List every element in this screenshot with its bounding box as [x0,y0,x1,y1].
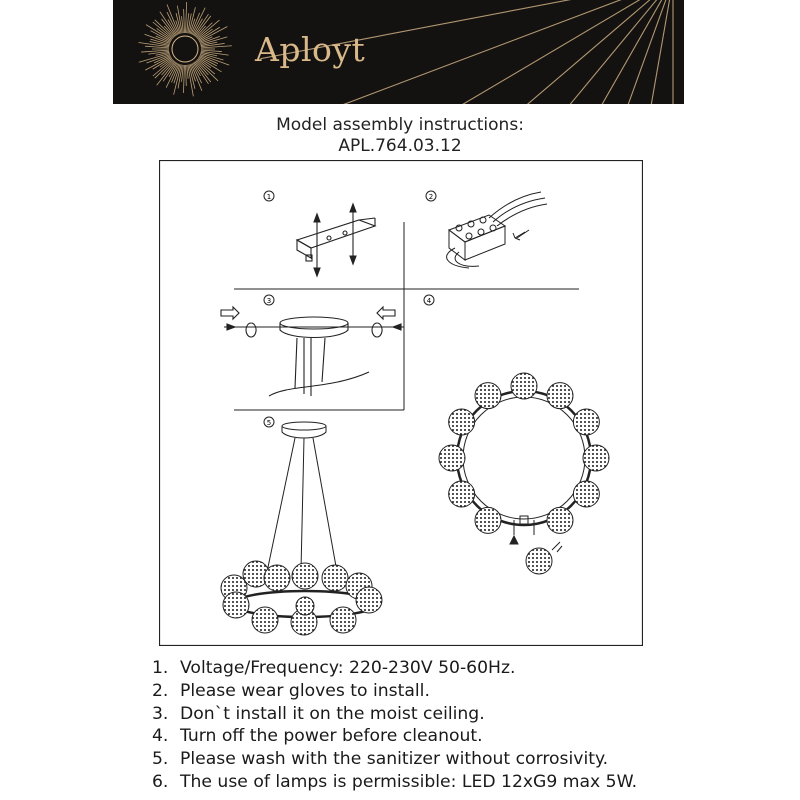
svg-text:5: 5 [266,419,272,427]
globe-lamp [583,445,609,471]
svg-text:2: 2 [428,193,434,201]
globe-lamp [573,409,599,435]
note-item: 3. Don`t install it on the moist ceiling. [152,703,485,724]
model-number: APL.764.03.12 [338,136,462,156]
svg-text:3: 3 [266,297,272,305]
note-item: 6. The use of lamps is permissible: LED 12xG9 max 5W. [152,771,638,792]
globe-lamp [573,481,599,507]
assembly-diagram [159,160,643,646]
note-item: 5. Please wash with the sanitizer without corrosivity. [152,749,609,770]
globe-lamp [475,383,501,409]
instructions-title: Model assembly instructions: [276,115,524,135]
globe-lamp [475,507,501,533]
brand-logo: Aployt [255,30,366,69]
globe-lamp [449,481,475,507]
note-item: 2. Please wear gloves to install. [152,680,430,701]
sunburst-decoration [113,0,684,104]
brand-banner [113,0,684,104]
globe-lamp [449,409,475,435]
note-item: 4. Turn off the power before cleanout. [152,726,483,747]
svg-text:1: 1 [266,193,272,201]
globe-lamp [547,383,573,409]
globe-lamp [547,507,573,533]
globe-lamp [439,445,465,471]
globe-lamp [511,373,537,399]
note-item: 1. Voltage/Frequency: 220-230V 50-60Hz. [152,658,516,678]
svg-text:4: 4 [426,297,432,305]
safety-notes-list [152,657,637,794]
